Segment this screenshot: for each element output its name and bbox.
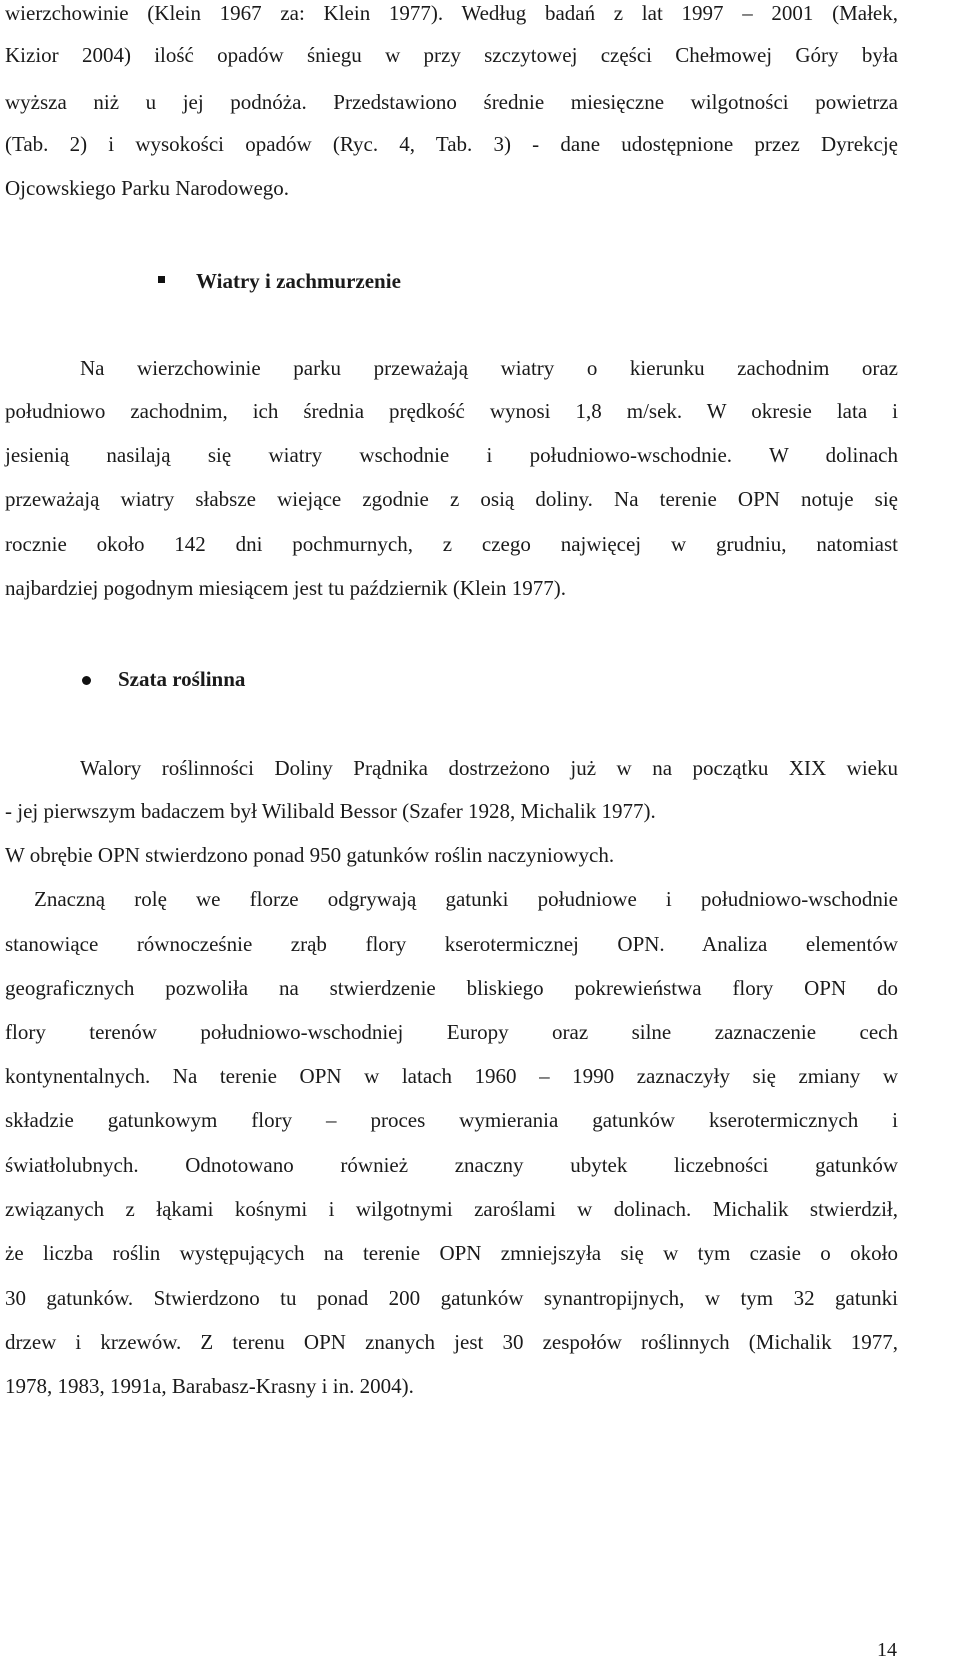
flora-line-5: stanowiące równocześnie zrąb flory kserotermicznej OPN. Analiza elementów [5,932,898,956]
winds-line-4: przeważają wiatry słabsze wiejące zgodnie z osią doliny. Na terenie OPN notuje się [5,487,898,511]
page-number: 14 [877,1639,897,1661]
intro-line-5: Ojcowskiego Parku Narodowego. [5,176,290,200]
flora-line-4: Znaczną rolę we florze odgrywają gatunki południowe i południowo-wschodnie [34,887,898,911]
flora-line-12: że liczba roślin występujących na terenie OPN zmniejszyła się w tym czasie o około [5,1241,898,1265]
intro-line-4: (Tab. 2) i wysokości opadów (Ryc. 4, Tab. 3) - dane udostępnione przez Dyrekcję [5,132,898,156]
flora-line-8: kontynentalnych. Na terenie OPN w latach 1960 – 1990 zaznaczyły się zmiany w [5,1064,898,1088]
section-heading-flora: Szata roślinna [118,667,246,691]
flora-line-14: drzew i krzewów. Z terenu OPN znanych jest 30 zespołów roślinnych (Michalik 1977, [5,1330,898,1354]
square-bullet-icon [158,276,165,283]
winds-line-5: rocznie około 142 dni pochmurnych, z czego najwięcej w grudniu, natomiast [5,532,898,556]
winds-line-1: Na wierzchowinie parku przeważają wiatry o kierunku zachodnim oraz [80,356,898,380]
flora-line-9: składzie gatunkowym flory – proces wymierania gatunków kserotermicznych i [5,1108,898,1132]
intro-line-1: wierzchowinie (Klein 1967 za: Klein 1977). Według badań z lat 1997 – 2001 (Małek, [5,1,898,25]
flora-line-13: 30 gatunków. Stwierdzono tu ponad 200 gatunków synantropijnych, w tym 32 gatunki [5,1286,898,1310]
flora-line-3: W obrębie OPN stwierdzono ponad 950 gatunków roślin naczyniowych. [5,843,615,867]
section-heading-winds: Wiatry i zachmurzenie [196,269,401,293]
flora-line-10: światłolubnych. Odnotowano również znaczny ubytek liczebności gatunków [5,1153,898,1177]
intro-line-3: wyższa niż u jej podnóża. Przedstawiono średnie miesięczne wilgotności powietrza [5,90,898,114]
flora-line-11: związanych z łąkami kośnymi i wilgotnymi zaroślami w dolinach. Michalik stwierdził, [5,1197,898,1221]
flora-line-1: Walory roślinności Doliny Prądnika dostrzeżono już w na początku XIX wieku [80,756,898,780]
flora-line-15: 1978, 1983, 1991a, Barabasz-Krasny i in. 2004). [5,1374,414,1398]
round-bullet-icon [82,676,91,685]
winds-line-3: jesienią nasilają się wiatry wschodnie i południowo-wschodnie. W dolinach [5,443,898,467]
flora-line-7: flory terenów południowo-wschodniej Europy oraz silne zaznaczenie cech [5,1020,898,1044]
winds-line-6: najbardziej pogodnym miesiącem jest tu październik (Klein 1977). [5,576,566,600]
winds-line-2: południowo zachodnim, ich średnia prędkość wynosi 1,8 m/sek. W okresie lata i [5,399,898,423]
flora-line-2: - jej pierwszym badaczem był Wilibald Bessor (Szafer 1928, Michalik 1977). [5,799,656,823]
intro-line-2: Kizior 2004) ilość opadów śniegu w przy szczytowej części Chełmowej Góry była [5,43,898,67]
flora-line-6: geograficznych pozwoliła na stwierdzenie bliskiego pokrewieństwa flory OPN do [5,976,898,1000]
